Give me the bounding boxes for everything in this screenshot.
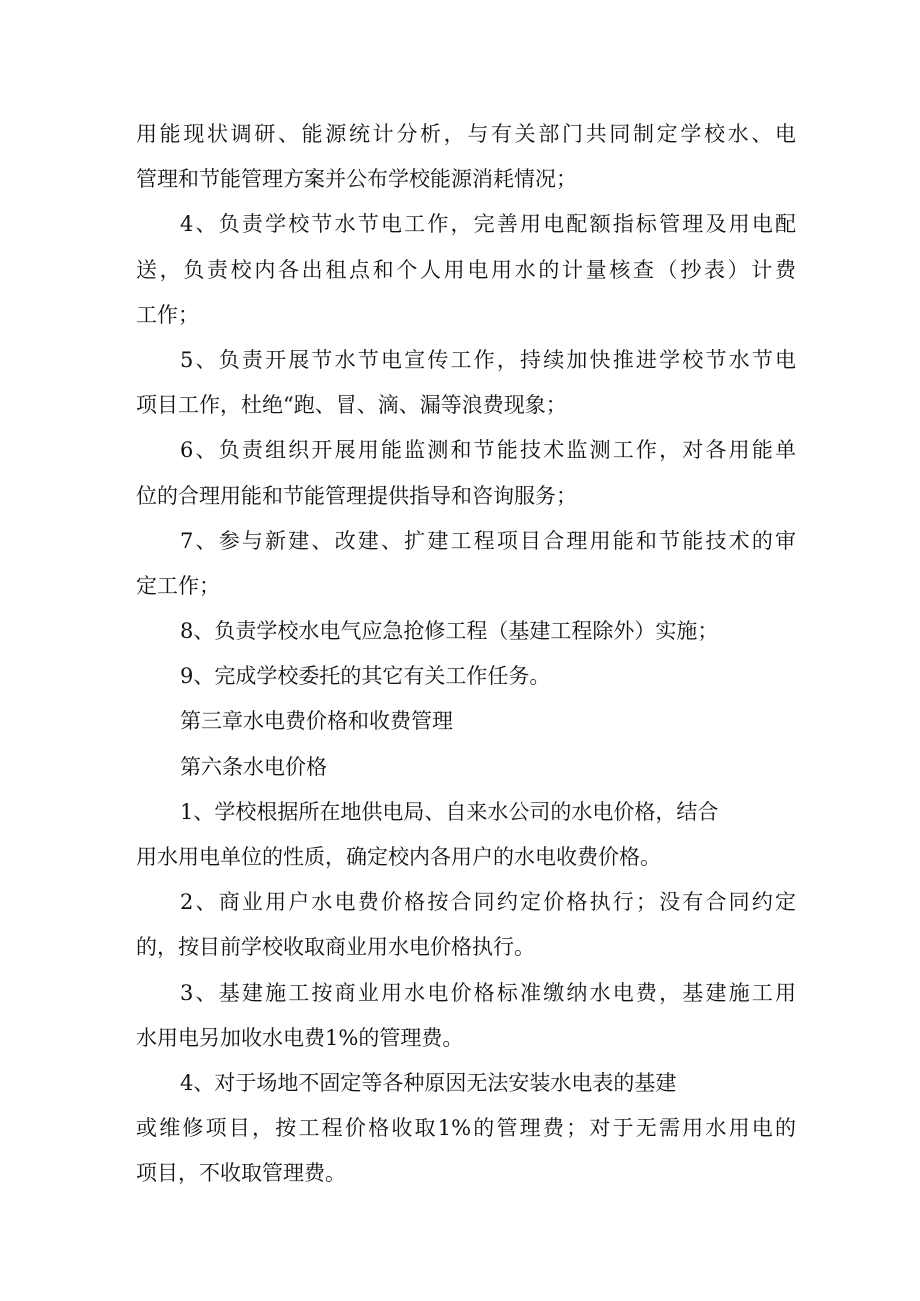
text-line: 送，负责校内各出租点和个人用电用水的计量核查（抄表）计费 (136, 257, 796, 282)
text-line: 2、商业用户水电费价格按合同约定价格执行；没有合同约定 (180, 890, 796, 915)
text-line: 用水用电单位的性质，确定校内各用户的水电收费价格。 (136, 845, 661, 869)
text-line: 管理和节能管理方案并公布学校能源消耗情况； (136, 167, 577, 192)
text-line: 8、负责学校水电气应急抢修工程（基建工程除外）实施； (180, 619, 719, 644)
text-line: 用能现状调研、能源统计分析，与有关部门共同制定学校水、电 (136, 122, 796, 146)
chapter-heading: 第三章水电费价格和收费管理 (180, 709, 453, 734)
text-line: 项目工作，杜绝“跑、冒、滴、漏等浪费现象； (136, 393, 567, 418)
text-line: 1、学校根据所在地供电局、自来水公司的水电价格，结合 (180, 799, 719, 824)
text-line: 6、负责组织开展用能监测和节能技术监测工作，对各用能单 (180, 438, 796, 463)
document-body (136, 112, 796, 1197)
text-line: 7、参与新建、改建、扩建工程项目合理用能和节能技术的审 (180, 528, 796, 553)
text-line: 工作； (136, 302, 199, 327)
text-line: 定工作； (136, 573, 220, 598)
text-line: 或维修项目，按工程价格收取1%的管理费；对于无需用水用电的 (136, 1116, 796, 1141)
text-line: 4、对于场地不固定等各种原因无法安装水电表的基建 (180, 1070, 677, 1095)
article-heading: 第六条水电价格 (180, 754, 327, 779)
text-line: 3、基建施工按商业用水电价格标准缴纳水电费，基建施工用 (180, 980, 796, 1005)
text-line: 5、负责开展节水节电宣传工作，持续加快推进学校节水节电 (180, 347, 796, 372)
text-line: 项目，不收取管理费。 (136, 1161, 346, 1186)
text-line: 水用电另加收水电费1%的管理费。 (136, 1025, 464, 1050)
text-line: 4、负责学校节水节电工作，完善用电配额指标管理及用电配 (180, 212, 796, 237)
text-line: 位的合理用能和节能管理提供指导和咨询服务； (136, 483, 577, 508)
text-line: 9、完成学校委托的其它有关工作任务。 (180, 664, 551, 689)
text-line: 的，按目前学校收取商业用水电价格执行。 (136, 935, 535, 960)
